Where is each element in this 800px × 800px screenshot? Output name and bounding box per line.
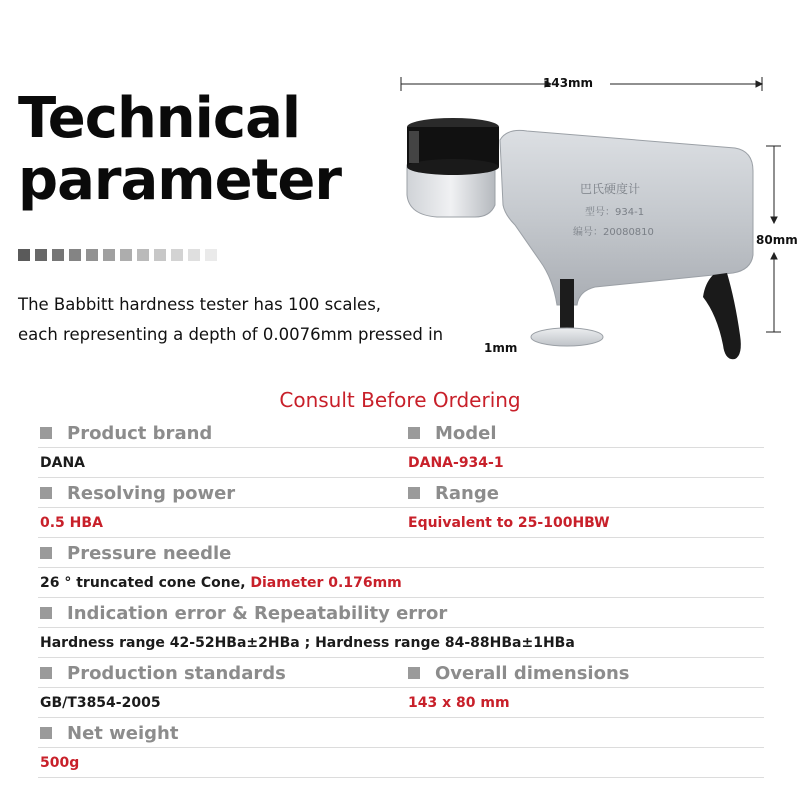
gradient-square [188,249,200,261]
model-value: DANA-934-1 [408,455,504,471]
intro-line-2: each representing a depth of 0.0076mm pressed in [18,325,444,344]
spec-header-row [38,478,764,508]
square-bullet-icon [40,607,52,619]
net-weight-value: 500g [40,755,80,771]
spec-value-row [38,568,764,598]
hardness-tester-illustration [395,65,800,365]
gradient-square [52,249,64,261]
indication-error-value: Hardness range 42-52HBa±2HBa ; Hardness range 84-88HBa±1HBa [40,635,575,651]
spec-value-row [38,448,764,478]
spec-header-row [38,718,764,748]
production-standards-label: Production standards [67,662,286,684]
gradient-square [18,249,30,261]
range-value: Equivalent to 25-100HBW [408,515,610,531]
brand-label: Product brand [67,422,213,444]
needle-dimension-label: 1mm [484,341,518,355]
spec-table [38,418,764,778]
device-model-label: 型号：934-1 [585,207,645,218]
square-bullet-icon [408,487,420,499]
overall-dimensions-value: 143 x 80 mm [408,695,510,711]
indication-error-label: Indication error & Repeatability error [67,602,448,624]
spec-value-row [38,748,764,778]
square-bullet-icon [40,547,52,559]
gradient-square [154,249,166,261]
gradient-squares [18,249,217,261]
spec-value-row [38,508,764,538]
pressure-needle-value: 26 ° truncated cone Cone, [40,575,251,591]
page-title [18,88,341,212]
gradient-square [137,249,149,261]
spec-value-row [38,628,764,658]
intro-text [18,290,443,350]
gradient-square [120,249,132,261]
spec-header-row [38,538,764,568]
pressure-needle-diameter: Diameter 0.176mm [250,575,402,591]
resolving-power-value: 0.5 HBA [40,515,103,531]
height-dimension-label: 80mm [756,233,798,247]
square-bullet-icon [40,667,52,679]
device-name-label: 巴氏硬度计 [580,182,641,196]
spec-header-row [38,598,764,628]
width-dimension-label: 143mm [543,76,594,90]
consult-before-ordering: Consult Before Ordering [279,388,521,412]
gradient-square [103,249,115,261]
brand-value: DANA [40,455,86,471]
production-standards-value: GB/T3854-2005 [40,695,161,711]
gradient-square [35,249,47,261]
net-weight-label: Net weight [67,722,179,744]
gradient-square [171,249,183,261]
device-serial-label: 编号：20080810 [573,227,654,238]
range-label: Range [435,482,499,504]
pressure-needle-label: Pressure needle [67,542,232,564]
square-bullet-icon [40,487,52,499]
resolving-power-label: Resolving power [67,482,236,504]
square-bullet-icon [408,427,420,439]
spec-value-row [38,688,764,718]
gradient-square [205,249,217,261]
spec-header-row [38,658,764,688]
title-line-2: parameter [18,148,341,213]
square-bullet-icon [408,667,420,679]
model-label: Model [435,422,497,444]
gradient-square [86,249,98,261]
square-bullet-icon [40,427,52,439]
intro-line-1: The Babbitt hardness tester has 100 scales, [18,295,382,314]
square-bullet-icon [40,727,52,739]
title-line-1: Technical [18,86,301,151]
gradient-square [69,249,81,261]
overall-dimensions-label: Overall dimensions [435,662,630,684]
spec-header-row [38,418,764,448]
